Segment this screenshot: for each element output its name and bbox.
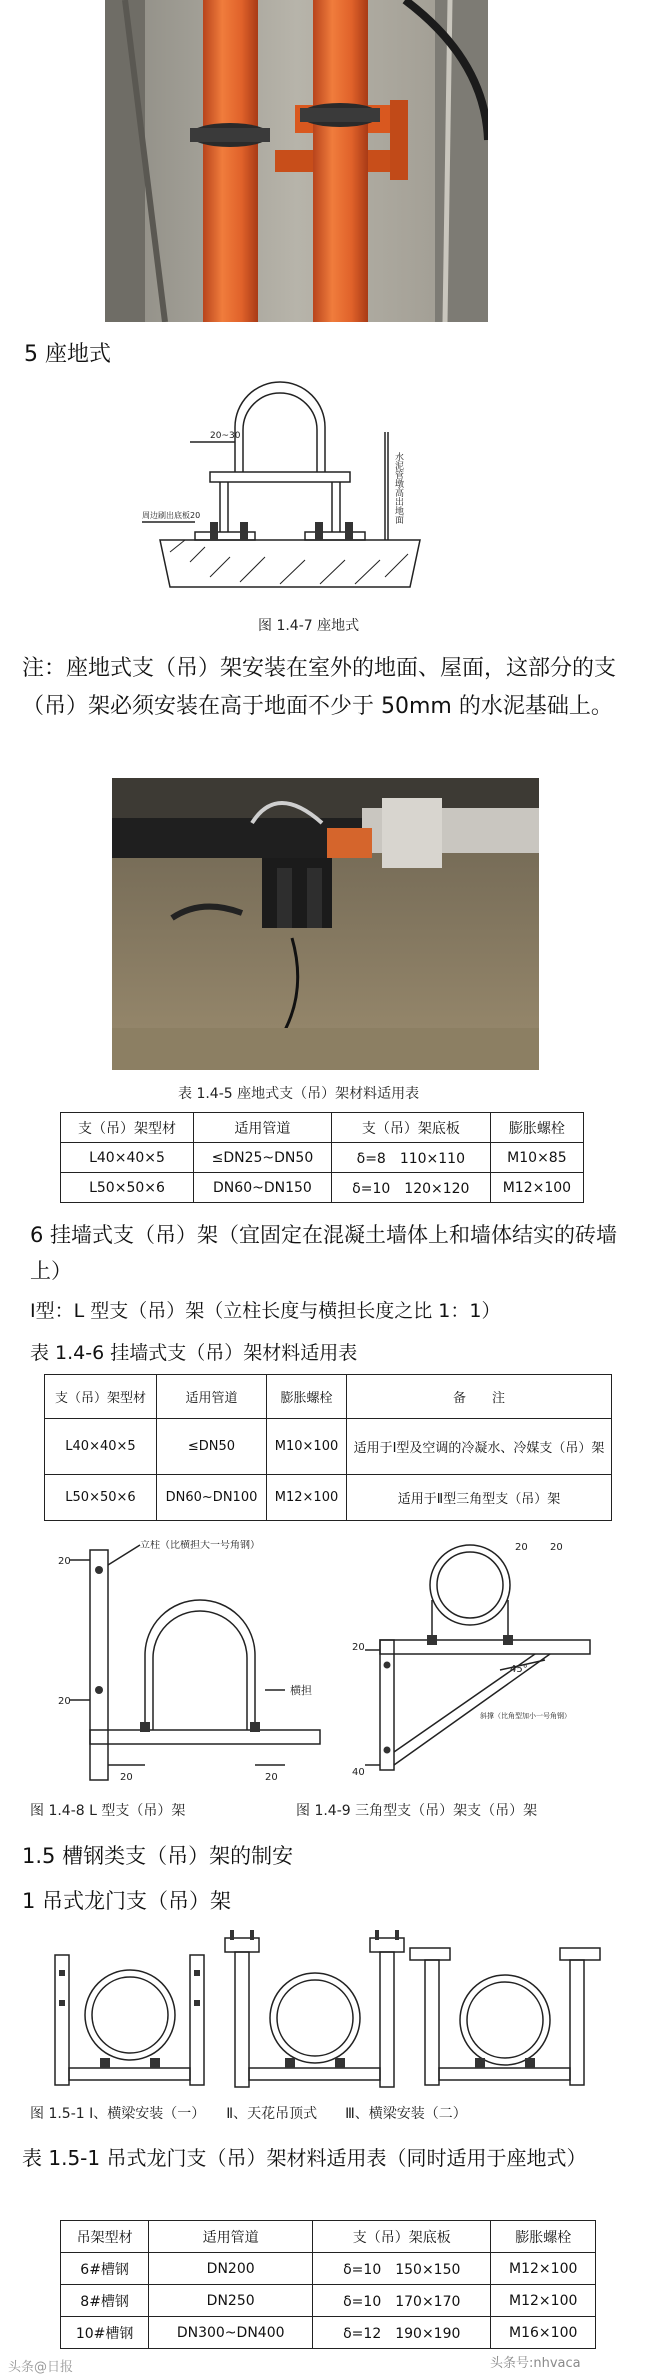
figure-caption-1-4-7: 图 1.4-7 座地式 xyxy=(258,618,360,634)
table-row xyxy=(45,1475,612,1521)
dim-label: 20~30 xyxy=(210,431,241,441)
table-cell: DN60~DN100 xyxy=(157,1475,267,1521)
section-1-5-1-title: 1 吊式龙门支（吊）架 xyxy=(22,1889,232,1913)
table-header-cell: 适用管道 xyxy=(149,2221,313,2253)
table-row xyxy=(45,1419,612,1475)
figure-triangle-type-support xyxy=(350,1540,630,1790)
photo-pipes-wall-bracket xyxy=(105,0,488,322)
beam-label: 横担 xyxy=(290,1684,312,1697)
table-1-5-1-title: 表 1.5-1 吊式龙门支（吊）架材料适用表（同时适用于座地式） xyxy=(22,2146,587,2170)
table-1-4-5-title: 表 1.4-5 座地式支（吊）架材料适用表 xyxy=(178,1086,420,1102)
watermark-left: 头条@日报 xyxy=(8,2360,74,2375)
table-cell: 适用于Ⅰ型及空调的冷凝水、冷媒支（吊）架 xyxy=(347,1419,612,1475)
table-row xyxy=(61,1173,584,1203)
table-header-cell: 吊架型材 xyxy=(61,2221,149,2253)
table-cell: 适用于Ⅱ型三角型支（吊）架 xyxy=(347,1475,612,1521)
table-1-4-5 xyxy=(60,1112,584,1203)
figure-caption-1-4-8: 图 1.4-8 L 型支（吊）架 xyxy=(30,1803,186,1819)
table-cell: 6#槽钢 xyxy=(61,2253,149,2285)
dim-label: 20 xyxy=(58,1556,71,1567)
table-cell: M10×100 xyxy=(267,1419,347,1475)
table-cell: M12×100 xyxy=(490,1173,583,1203)
table-cell: δ=8 110×110 xyxy=(331,1143,490,1173)
table-cell: ≤DN50 xyxy=(157,1419,267,1475)
photo-floor-support xyxy=(112,778,539,1070)
base-note: 周边刷出底板20 xyxy=(142,511,201,520)
dim-label: 20 xyxy=(515,1542,528,1553)
table-header-cell: 支（吊）架型材 xyxy=(45,1375,157,1419)
table-header-cell: 支（吊）架型材 xyxy=(61,1113,194,1143)
table-cell: DN60~DN150 xyxy=(194,1173,332,1203)
table-cell: M12×100 xyxy=(267,1475,347,1521)
table-header-cell: 备 注 xyxy=(347,1375,612,1419)
dim-label: 40 xyxy=(352,1767,365,1778)
section-5-title: 5 座地式 xyxy=(24,342,111,367)
table-header-cell: 支（吊）架底板 xyxy=(331,1113,490,1143)
table-cell: L50×50×6 xyxy=(45,1475,157,1521)
table-row xyxy=(61,2253,596,2285)
pier-note: 水泥管墩高出地面 xyxy=(393,452,403,524)
figure-l-type-support xyxy=(40,1540,330,1790)
table-cell: M12×100 xyxy=(491,2285,596,2317)
table-1-4-6 xyxy=(44,1374,612,1521)
table-cell: M10×85 xyxy=(490,1143,583,1173)
table-cell: 8#槽钢 xyxy=(61,2285,149,2317)
table-cell: DN300~DN400 xyxy=(149,2317,313,2349)
table-cell: 10#槽钢 xyxy=(61,2317,149,2349)
table-cell: L40×40×5 xyxy=(61,1143,194,1173)
table-header-cell: 膨胀螺栓 xyxy=(490,1113,583,1143)
table-cell: L50×50×6 xyxy=(61,1173,194,1203)
figure-caption-1-5-1: 图 1.5-1 Ⅰ、横梁安装（一） Ⅱ、天花吊顶式 Ⅲ、横梁安装（二） xyxy=(30,2106,467,2122)
dim-label: 20 xyxy=(120,1772,133,1783)
dim-label: 20 xyxy=(58,1696,71,1707)
table-header-cell: 膨胀螺栓 xyxy=(267,1375,347,1419)
type-1-description: Ⅰ型：L 型支（吊）架（立柱长度与横担长度之比 1：1） xyxy=(30,1300,501,1322)
column-label: 立柱（比横担大一号角钢） xyxy=(140,1540,260,1551)
angle-label: 45° xyxy=(510,1664,528,1675)
table-header-cell: 膨胀螺栓 xyxy=(491,2221,596,2253)
table-cell: L40×40×5 xyxy=(45,1419,157,1475)
figure-floor-mounted-support xyxy=(140,372,470,602)
table-row xyxy=(61,2317,596,2349)
table-cell: δ=10 170×170 xyxy=(313,2285,491,2317)
figure-caption-1-4-9: 图 1.4-9 三角型支（吊）架支（吊）架 xyxy=(296,1803,538,1819)
note-paragraph: 注：座地式支（吊）架安装在室外的地面、屋面，这部分的支（吊）架必须安装在高于地面不少于 50mm 的水泥基础上。 xyxy=(22,656,617,719)
table-cell: δ=12 190×190 xyxy=(313,2317,491,2349)
table-cell: δ=10 150×150 xyxy=(313,2253,491,2285)
table-header-cell: 适用管道 xyxy=(157,1375,267,1419)
table-cell: M16×100 xyxy=(491,2317,596,2349)
dim-label: 20 xyxy=(352,1642,365,1653)
table-1-5-1 xyxy=(60,2220,596,2349)
section-1-5-title: 1.5 槽钢类支（吊）架的制安 xyxy=(22,1844,294,1868)
table-cell: M12×100 xyxy=(491,2253,596,2285)
brace-label: 斜撑（比角型加小一号角钢） xyxy=(480,1712,571,1720)
table-header-cell: 适用管道 xyxy=(194,1113,332,1143)
table-row xyxy=(61,1143,584,1173)
table-row xyxy=(61,2285,596,2317)
table-cell: ≤DN25~DN50 xyxy=(194,1143,332,1173)
table-1-4-6-title: 表 1.4-6 挂墙式支（吊）架材料适用表 xyxy=(30,1342,358,1364)
dim-label: 20 xyxy=(265,1772,278,1783)
table-cell: DN250 xyxy=(149,2285,313,2317)
table-header-cell: 支（吊）架底板 xyxy=(313,2221,491,2253)
section-6-title: 6 挂墙式支（吊）架（宜固定在混凝土墙体上和墙体结实的砖墙上） xyxy=(30,1223,618,1283)
dim-label: 20 xyxy=(550,1542,563,1553)
table-cell: DN200 xyxy=(149,2253,313,2285)
watermark-right: 头条号:nhvaca xyxy=(490,2356,581,2371)
table-cell: δ=10 120×120 xyxy=(331,1173,490,1203)
figure-gantry-supports xyxy=(40,1930,610,2090)
